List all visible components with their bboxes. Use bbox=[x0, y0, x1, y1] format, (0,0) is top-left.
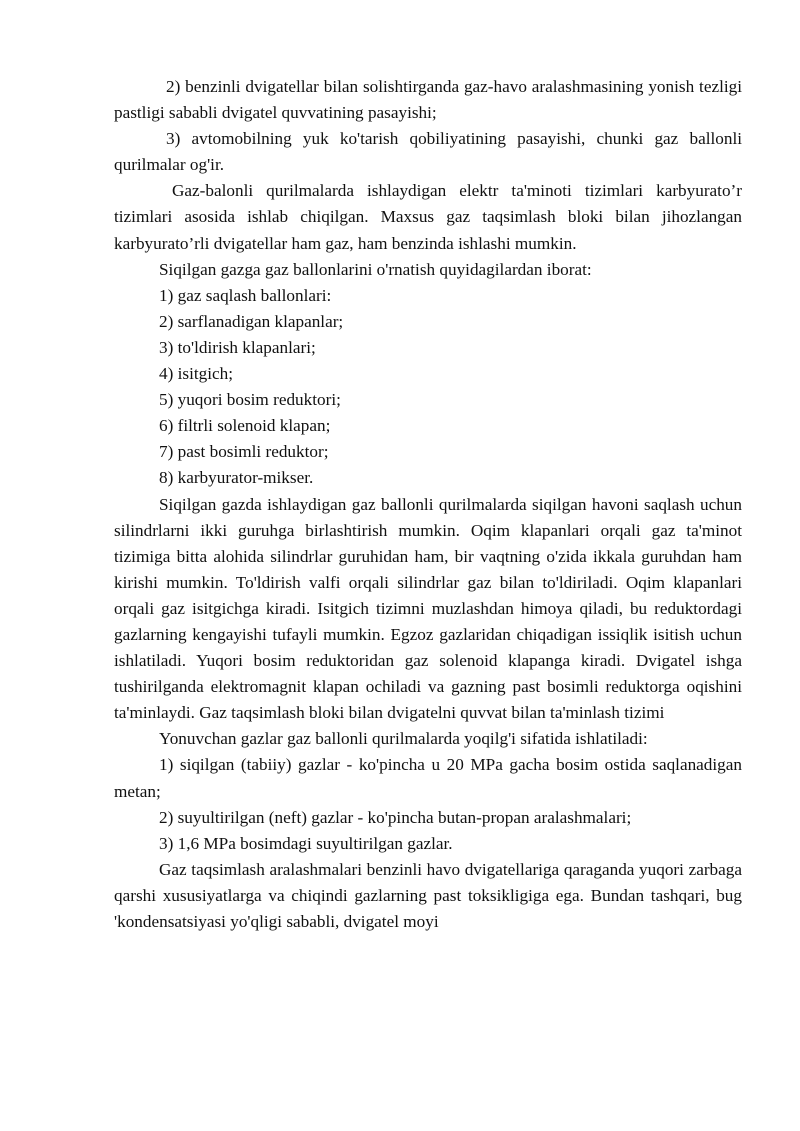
list-item: 2) sarflanadigan klapanlar; bbox=[159, 311, 344, 331]
list-item: 1) gaz saqlash ballonlari: bbox=[159, 285, 332, 305]
paragraph-compressed-gas-operation: Siqilgan gazda ishlaydigan gaz ballonli qurilmalarda siqilgan havoni saqlash uchun silindrlarni ikki guruhga birlashtirish mumkin. Oqim klapanlari orqali gaz ta'minot tizimiga bitta alohida silindrlar guruhidan ham, bir vaqtning o'zida ikkala guruhdan ham kirishi mumkin. To'ldirish valfi orqali silindrlar gaz bilan to'ldiriladi. Oqim klapanlari orqali gaz isitgichga kiradi. Isitgich tizimni muzlashdan himoya qiladi, bu reduktordagi gazlarning kengayishi tufayli mumkin. Egzoz gazlaridan chiqadigan issiqlik isitish uchun ishlatiladi. Yuqori bosim reduktoridan gaz solenoid klapanga kiradi. Dvigatel ishga tushirilganda elektromagnit klapan ochiladi va gazning past bosimli reduktorga oqishini ta'minlaydi. Gaz taqsimlash bloki bilan dvigatelni quvvat bilan ta'minlash tizimi bbox=[114, 494, 742, 723]
list-item: 5) yuqori bosim reduktori; bbox=[159, 390, 341, 410]
list-intro-installation: Siqilgan gazga gaz ballonlarini o'rnatish quyidagilardan iborat: bbox=[159, 259, 592, 279]
paragraph-gas-air-mixture: 2) benzinli dvigatellar bilan solishtirganda gaz-havo aralashmasining yonish tezligi pastligi sababli dvigatel quvvatining pasayishi; bbox=[114, 77, 742, 123]
list-item: 1) siqilgan (tabiiy) gazlar - ko'pincha u 20 MPa gacha bosim ostida saqlanadigan metan; bbox=[114, 755, 742, 801]
document-page bbox=[114, 74, 742, 935]
list-item: 2) suyultirilgan (neft) gazlar - ko'pincha butan-propan aralashmalari; bbox=[159, 807, 632, 827]
paragraph-power-systems: Gaz-balonli qurilmalarda ishlaydigan elektr ta'minoti tizimlari karbyurato’r tizimlari asosida ishlab chiqilgan. Maxsus gaz taqsimlash bloki bilan jihozlangan karbyurato’rli dvigatellar ham gaz, ham benzinda ishlashi mumkin. bbox=[114, 181, 742, 253]
list-item: 4) isitgich; bbox=[159, 364, 233, 384]
list-item: 8) karbyurator-mikser. bbox=[159, 468, 314, 488]
list-item: 3) 1,6 MPa bosimdagi suyultirilgan gazlar. bbox=[159, 833, 453, 853]
list-item: 7) past bosimli reduktor; bbox=[159, 442, 329, 462]
paragraph-gas-mixture-properties: Gaz taqsimlash aralashmalari benzinli havo dvigatellariga qaraganda yuqori zarbaga qarshi xususiyatlarga va chiqindi gazlarning past toksikligiga ega. Bundan tashqari, bug 'kondensatsiyasi yo'qligi sababli, dvigatel moyi bbox=[114, 859, 742, 931]
list-item: 6) filtrli solenoid klapan; bbox=[159, 416, 331, 436]
list-item: 3) to'ldirish klapanlari; bbox=[159, 337, 316, 357]
paragraph-load-capacity: 3) avtomobilning yuk ko'tarish qobiliyatining pasayishi, chunki gaz ballonli qurilmalar og'ir. bbox=[114, 129, 742, 175]
list-intro-fuel-gases: Yonuvchan gazlar gaz ballonli qurilmalarda yoqilg'i sifatida ishlatiladi: bbox=[159, 729, 648, 749]
